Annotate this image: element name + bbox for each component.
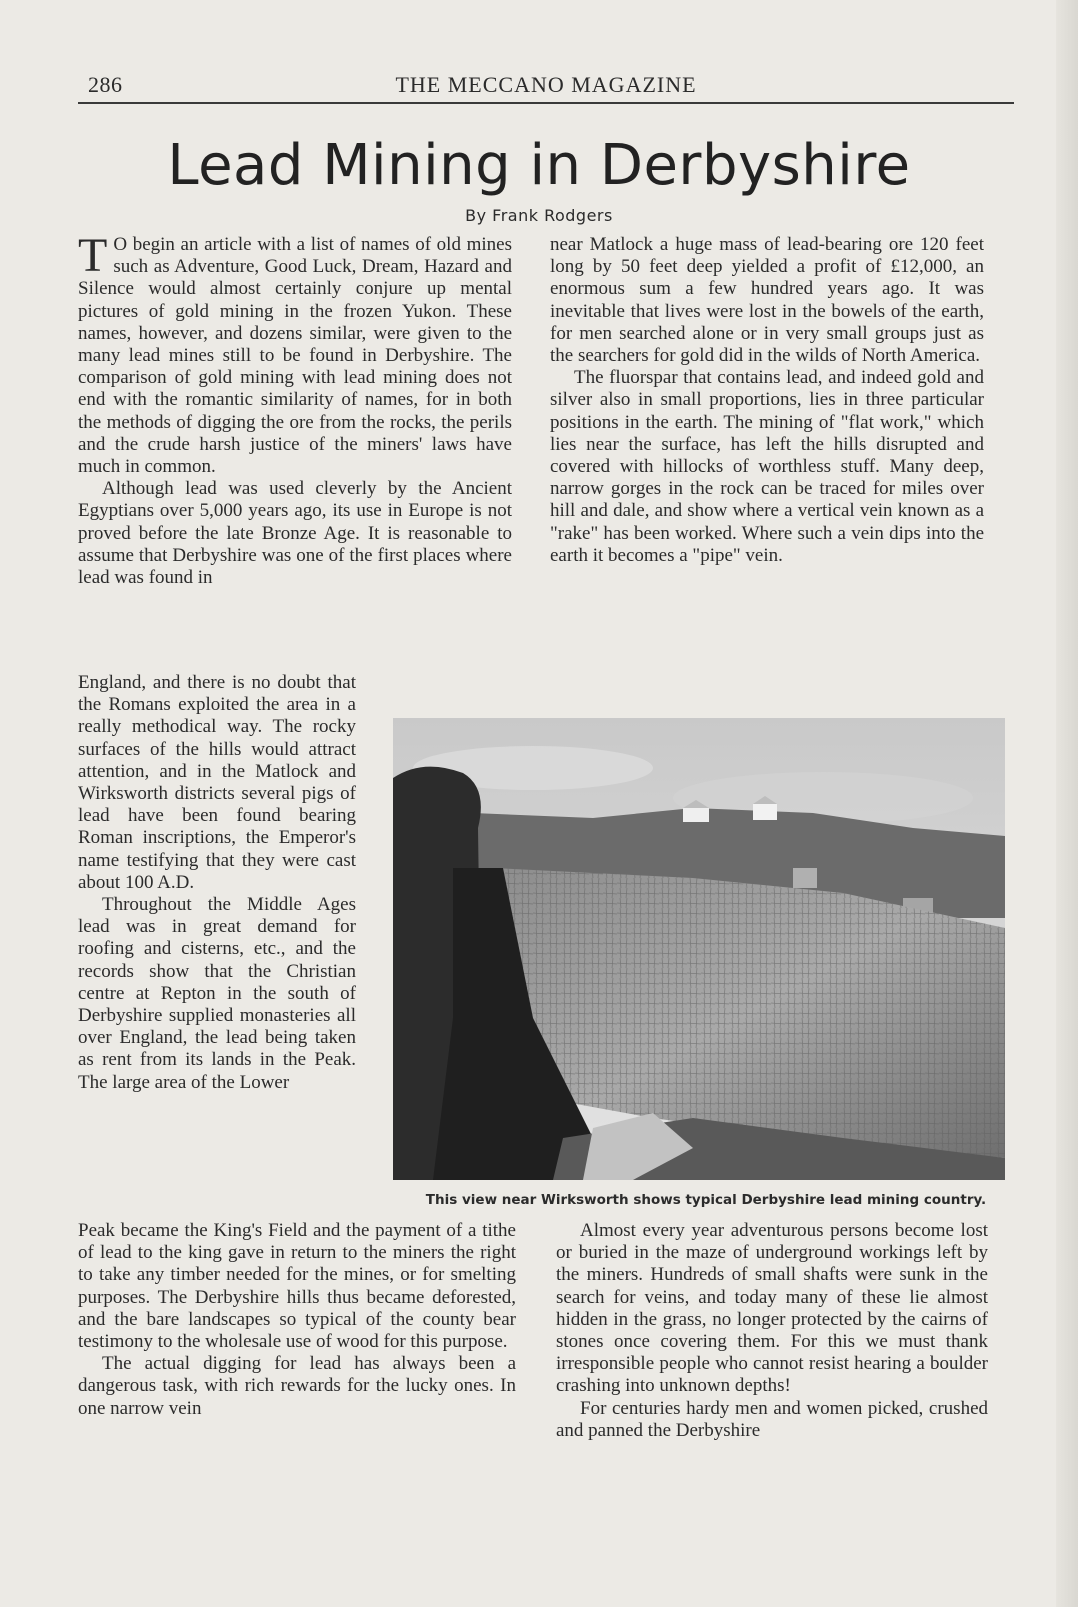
left-column-bottom [78, 1220, 516, 1420]
paragraph-digging: The actual digging for lead has always been a dangerous task, with rich rewards for the lucky ones. In one narrow vein [78, 1353, 516, 1419]
paragraph-middle-ages: Throughout the Middle Ages lead was in great demand for roofing and cisterns, etc., and the records show that the Christian centre at Repton in the south of Derbyshire supplied monasteries all over England, the lead being taken as rent from its lands in the Peak. The large area of the Lower [78, 894, 356, 1093]
page-number: 286 [88, 72, 123, 97]
right-column-bottom [556, 1220, 988, 1442]
paragraph-centuries: For centuries hardy men and women picked, crushed and panned the Derbyshire [556, 1397, 988, 1441]
paragraph-egyptians: Although lead was used cleverly by the Ancient Egyptians over 5,000 years ago, its use in Europe is not proved before the late Bronze Age. It is reasonable to assume that Derbyshire was one of the first places where lead was found in [78, 478, 512, 589]
photo-caption: This view near Wirksworth shows typical Derbyshire lead mining country. [425, 1192, 987, 1208]
paragraph-romans: England, and there is no doubt that the Romans exploited the area in a really methodical way. The rocky surfaces of the hills would attract attention, and in the Matlock and Wirksworth districts several pigs of lead have been found bearing Roman inscriptions, the Emperor's name testifying that they were cast about 100 A.D. [78, 672, 356, 893]
quarry-photo [393, 718, 1005, 1180]
paragraph-kings-field: Peak became the King's Field and the payment of a tithe of lead to the king gave in return to the miners the right to take any timber needed for the mines, or for smelting purposes. The Derbyshire hills thus became deforested, and the bare landscapes so typical of the county bear testimony to the wholesale use of wood for this purpose. [78, 1220, 516, 1353]
paragraph-intro [78, 229, 512, 478]
narrow-column [78, 672, 356, 1094]
paragraph-fluorspar: The fluorspar that contains lead, and indeed gold and silver also in small proportions, lies in three particular positions in the earth. The mining of "flat work," which lies near the surface, has left the hills disrupted and covered with hillocks of worthless stuff. Many deep, narrow gorges in the rock can be traced for miles over hill and dale, and show where a vertical vein known as a "rake" has been worked. Where such a vein dips into the earth it becomes a "pipe" vein. [550, 367, 984, 566]
paragraph-matlock: near Matlock a huge mass of lead-bearing ore 120 feet long by 50 feet deep yielded a profit of £12,000, an enormous sum a few hundred years ago. It was inevitable that lives were lost in the bowels of the earth, for men searched alone or in very small groups just as the searchers for gold did in the wilds of North America. [550, 234, 984, 367]
quarry-photo-illustration [393, 718, 1005, 1180]
article-title: Lead Mining in Derbyshire [167, 133, 911, 198]
paragraph-intro-text: O begin an article with a list of names of old mines such as Adventure, Good Luck, Dream, Hazard and Silence would almost certainly conjure up mental pictures of gold mining in the frozen Yukon. These names, however, and dozens similar, were given to the many lead mines still to be found in Derbyshire. The comparison of gold mining with lead mining does not end with the romantic similarity of names, for in both the methods of digging the ore from the rocks, the perils and the crude harsh justice of the miners' laws have much in common. [78, 234, 512, 478]
right-column-top [550, 234, 984, 567]
page-edge [1056, 0, 1078, 1607]
article-byline: By Frank Rodgers [465, 206, 613, 225]
paragraph-adventurous: Almost every year adventurous persons become lost or buried in the maze of underground workings left by the miners. Hundreds of small shafts were sunk in the search for veins, and today many of these lie almost hidden in the grass, no longer protected by the cairns of stones once covering them. For this we must thank irresponsible people who cannot resist hearing a boulder crashing into unknown depths! [556, 1220, 988, 1397]
header-rule [78, 102, 1014, 104]
left-column-top [78, 229, 512, 589]
magazine-title: THE MECCANO MAGAZINE [395, 72, 697, 97]
page-header [78, 70, 1014, 100]
drop-cap: T [78, 229, 108, 282]
